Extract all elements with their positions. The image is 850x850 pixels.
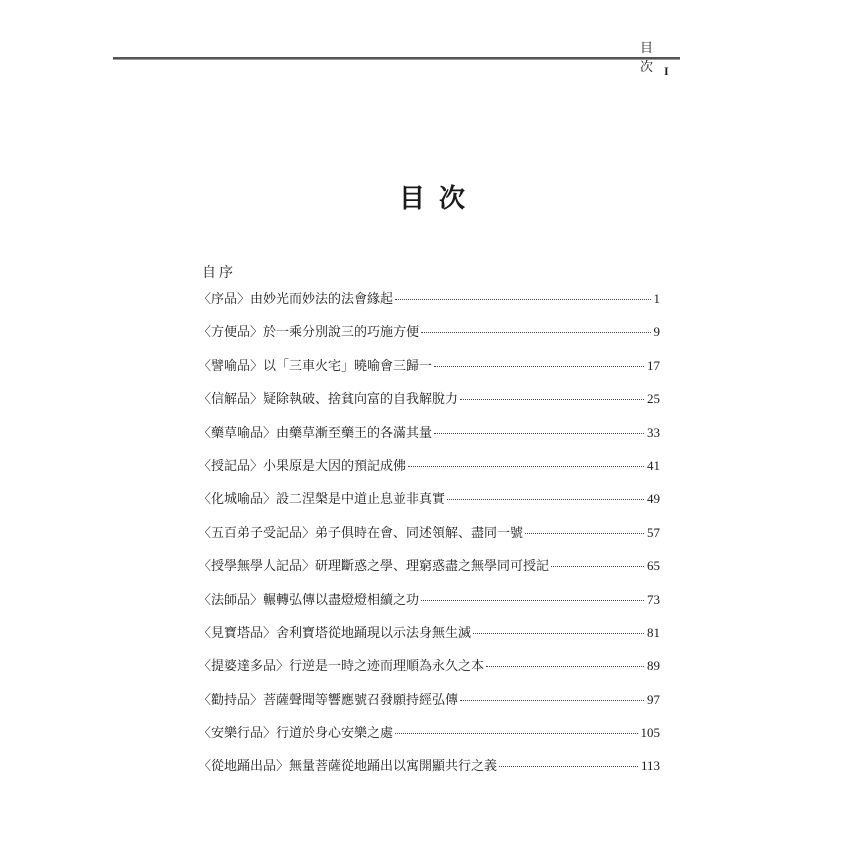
dot-leader [499,766,638,767]
toc-entry-title: 〈提婆達多品〉行逆是一時之迹而理順為永久之本 [198,659,485,675]
toc-entry-title: 〈化城喻品〉設二涅槃是中道止息並非真實 [198,492,446,508]
toc-entry-page: 105 [640,725,660,741]
dot-leader [434,433,644,434]
toc-entry[interactable] [198,288,660,321]
dot-leader [421,600,644,601]
toc-entry-page: 41 [647,457,660,473]
toc-entry[interactable] [198,422,660,455]
toc-entry-title: 〈藥草喻品〉由藥草漸至藥王的各滿其量 [198,425,433,441]
toc-entry-title: 〈譬喻品〉以「三車火宅」曉喻會三歸一 [198,358,433,374]
toc-preface[interactable]: 自序 [202,265,236,281]
dot-leader [473,633,644,634]
page-title: 目次 [398,184,479,214]
toc-entry[interactable] [198,622,660,655]
dot-leader [486,666,644,667]
toc-entry[interactable] [198,355,660,388]
dot-leader [434,366,644,367]
toc-entry-page: 33 [647,424,660,440]
folio-number: I [664,64,669,78]
toc-entry-page: 97 [647,691,660,707]
toc-entry-page: 65 [647,558,660,574]
dot-leader [395,733,637,734]
toc-entry[interactable] [198,522,660,555]
toc-entry-page: 49 [647,491,660,507]
toc-entry-title: 〈信解品〉疑除執破、捨貧向富的自我解脫力 [198,392,459,408]
toc-entry-page: 25 [647,391,660,407]
toc-entry[interactable] [198,488,660,521]
toc-entry[interactable] [198,655,660,688]
toc-entry[interactable] [198,321,660,354]
running-head: 目 次 [640,41,660,75]
toc-entry-title: 〈序品〉由妙光而妙法的法會緣起 [198,292,394,307]
toc-entry-title: 〈安樂行品〉行道於身心安樂之處 [198,726,394,742]
toc-entry-title: 〈五百弟子受記品〉弟子俱時在會、同述領解、盡同一號 [198,525,524,541]
dot-leader [460,399,644,400]
dot-leader [525,533,644,534]
dot-leader [408,466,644,467]
toc-entry[interactable] [198,755,660,788]
toc-entry[interactable] [198,689,660,722]
toc-entry-page: 89 [647,658,660,674]
toc-entry-title: 〈授學無學人記品〉研理斷惑之學、理窮惑盡之無學同可授記 [198,559,550,575]
toc-entry[interactable] [198,388,660,421]
toc-entry[interactable] [198,555,660,588]
toc-entry-title: 〈授記品〉小果原是大因的預記成佛 [198,458,407,474]
table-of-contents [198,288,660,789]
toc-entry-page: 1 [653,291,660,306]
toc-entry-page: 9 [653,324,660,340]
dot-leader [447,499,644,500]
toc-entry[interactable] [198,455,660,488]
dot-leader [551,566,644,567]
header-rule [113,57,680,60]
toc-entry-title: 〈法師品〉輾轉弘傳以盡燈燈相續之功 [198,592,420,608]
toc-entry-title: 〈勸持品〉菩薩聲聞等響應號召發願持經弘傳 [198,692,459,708]
dot-leader [421,332,650,333]
toc-entry[interactable] [198,722,660,755]
toc-entry-title: 〈見寶塔品〉舍利寶塔從地踊現以示法身無生滅 [198,625,472,641]
toc-entry-page: 17 [647,357,660,373]
toc-entry-title: 〈從地踊出品〉無量菩薩從地踊出以寓開顯共行之義 [198,759,498,775]
toc-entry-page: 57 [647,524,660,540]
toc-entry-title: 〈方便品〉於一乘分別說三的巧施方便 [198,325,420,341]
dot-leader [460,700,644,701]
toc-entry-page: 73 [647,591,660,607]
dot-leader [395,299,650,300]
toc-entry-page: 81 [647,624,660,640]
toc-entry-page: 113 [640,758,660,774]
toc-entry[interactable] [198,589,660,622]
